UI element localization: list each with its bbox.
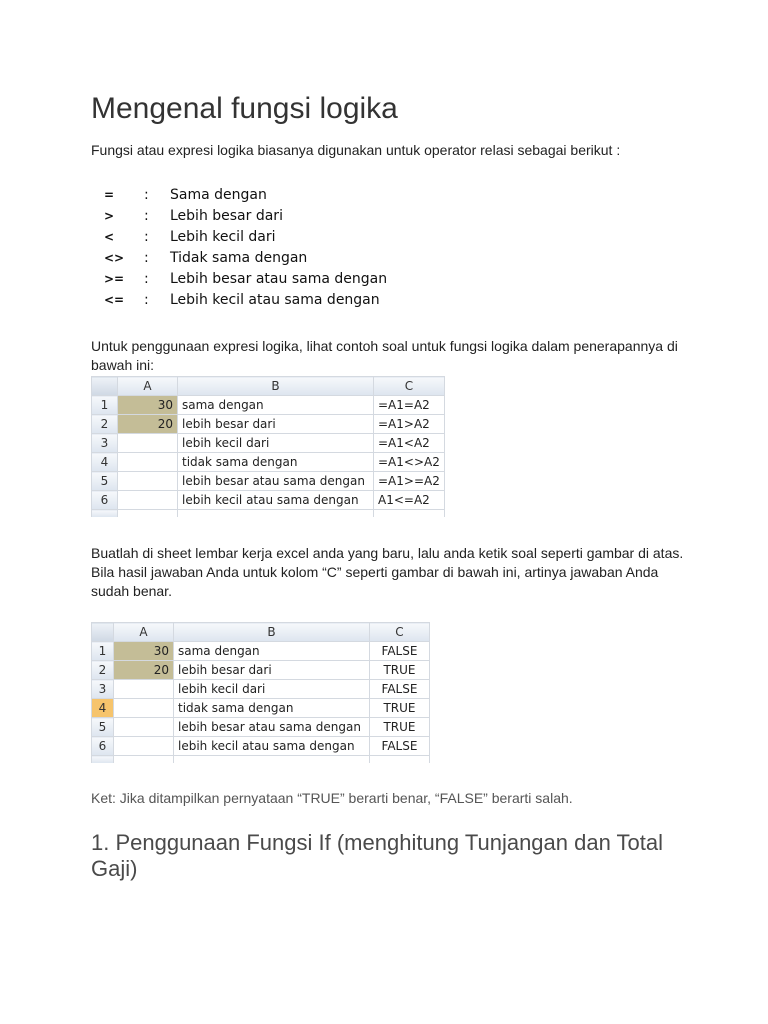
cell-c[interactable]: A1<=A2 [374,491,445,510]
select-all-corner[interactable] [92,623,114,642]
operator-symbol: = [104,187,115,202]
operator-colon: : [144,249,149,266]
column-header[interactable]: B [174,623,370,642]
cell-c[interactable]: FALSE [370,642,430,661]
cell-c[interactable]: =A1<>A2 [374,453,445,472]
intro-paragraph: Fungsi atau expresi logika biasanya digunakan untuk operator relasi sebagai berikut : [91,142,621,158]
table-row [92,642,430,661]
table-row [92,491,445,510]
operator-colon: : [144,186,149,203]
cell-a[interactable] [118,472,178,491]
table-row [92,396,445,415]
instruction-paragraph: Buatlah di sheet lembar kerja excel anda yang baru, lalu anda ketik soal seperti gambar di atas. Bila hasil jawaban Anda untuk kolom “C” seperti gambar di bawah ini, artinya jawaban Anda sudah benar. [91,545,684,599]
table-row [92,434,445,453]
cell-a [118,510,178,518]
cell-c[interactable]: FALSE [370,737,430,756]
table-row [92,680,430,699]
note-text: Ket: Jika ditampilkan pernyataan “TRUE” berarti benar, “FALSE” berarti salah. [91,790,573,806]
table-row [92,472,445,491]
cell-b[interactable]: lebih besar atau sama dengan [178,472,374,491]
operator-symbol: <= [104,292,125,307]
cell-b [174,756,370,764]
cell-c[interactable]: =A1=A2 [374,396,445,415]
cell-c[interactable]: TRUE [370,699,430,718]
cell-c[interactable]: =A1>A2 [374,415,445,434]
cell-a[interactable] [114,680,174,699]
operator-symbol: > [104,208,115,223]
table-row [92,415,445,434]
cell-c [370,756,430,764]
operator-symbol: >= [104,271,125,286]
operator-row [100,184,387,205]
cell-a[interactable]: 30 [118,396,178,415]
cell-b[interactable]: lebih besar atau sama dengan [174,718,370,737]
row-header [92,756,114,764]
table-row [92,718,430,737]
operator-row [100,289,387,310]
row-header[interactable]: 2 [92,415,118,434]
cell-b[interactable]: lebih kecil atau sama dengan [178,491,374,510]
row-header[interactable]: 5 [92,718,114,737]
operator-list [100,184,387,310]
result-spreadsheet [91,622,430,763]
cell-b[interactable]: lebih kecil dari [174,680,370,699]
cell-a[interactable] [118,434,178,453]
page-title: Mengenal fungsi logika [91,92,398,125]
row-header[interactable]: 3 [92,680,114,699]
row-header[interactable]: 6 [92,737,114,756]
section-heading: 1. Penggunaan Fungsi If (menghitung Tunjangan dan Total Gaji) [91,830,664,881]
column-header[interactable]: A [118,377,178,396]
cell-a[interactable]: 20 [118,415,178,434]
example-intro-paragraph: Untuk penggunaan expresi logika, lihat contoh soal untuk fungsi logika dalam penerapannya di bawah ini: [91,338,678,373]
cell-c[interactable]: FALSE [370,680,430,699]
cell-c[interactable]: =A1<A2 [374,434,445,453]
operator-description: Lebih besar atau sama dengan [170,270,388,287]
operator-colon: : [144,270,149,287]
row-header[interactable]: 1 [92,642,114,661]
operator-colon: : [144,228,149,245]
table-row [92,661,430,680]
operator-description: Tidak sama dengan [170,249,308,266]
cell-a[interactable]: 20 [114,661,174,680]
cell-c[interactable]: TRUE [370,661,430,680]
row-header [92,510,118,518]
operator-row [100,205,387,226]
cell-a[interactable] [118,453,178,472]
formula-spreadsheet [91,376,445,517]
operator-colon: : [144,291,149,308]
table-row [92,453,445,472]
cell-a[interactable] [118,491,178,510]
row-header[interactable]: 5 [92,472,118,491]
column-header[interactable]: A [114,623,174,642]
row-header[interactable]: 1 [92,396,118,415]
table-row [92,699,430,718]
cell-b[interactable]: tidak sama dengan [174,699,370,718]
cell-b[interactable]: sama dengan [174,642,370,661]
operator-symbol: < [104,229,115,244]
cell-c[interactable]: TRUE [370,718,430,737]
column-header[interactable]: B [178,377,374,396]
cell-c[interactable]: =A1>=A2 [374,472,445,491]
operator-row [100,247,387,268]
cell-a [114,756,174,764]
column-header[interactable]: C [374,377,445,396]
row-header[interactable]: 3 [92,434,118,453]
select-all-corner[interactable] [92,377,118,396]
row-header[interactable]: 6 [92,491,118,510]
operator-description: Lebih kecil atau sama dengan [170,291,380,308]
cell-c [374,510,445,518]
cell-a[interactable] [114,737,174,756]
cell-b [178,510,374,518]
cell-a[interactable]: 30 [114,642,174,661]
operator-description: Sama dengan [170,186,267,203]
cell-b[interactable]: lebih besar dari [174,661,370,680]
cell-b[interactable]: lebih kecil dari [178,434,374,453]
operator-symbol: <> [104,250,125,265]
cell-b[interactable]: sama dengan [178,396,374,415]
operator-description: Lebih besar dari [170,207,283,224]
table-row [92,737,430,756]
operator-row [100,268,387,289]
cell-b[interactable]: lebih kecil atau sama dengan [174,737,370,756]
cell-b[interactable]: lebih besar dari [178,415,374,434]
operator-description: Lebih kecil dari [170,228,276,245]
cell-a[interactable] [114,699,174,718]
cell-b[interactable]: tidak sama dengan [178,453,374,472]
cell-a[interactable] [114,718,174,737]
operator-colon: : [144,207,149,224]
operator-row [100,226,387,247]
row-header[interactable]: 2 [92,661,114,680]
row-header[interactable]: 4 [92,453,118,472]
row-header[interactable]: 4 [92,699,114,718]
column-header[interactable]: C [370,623,430,642]
